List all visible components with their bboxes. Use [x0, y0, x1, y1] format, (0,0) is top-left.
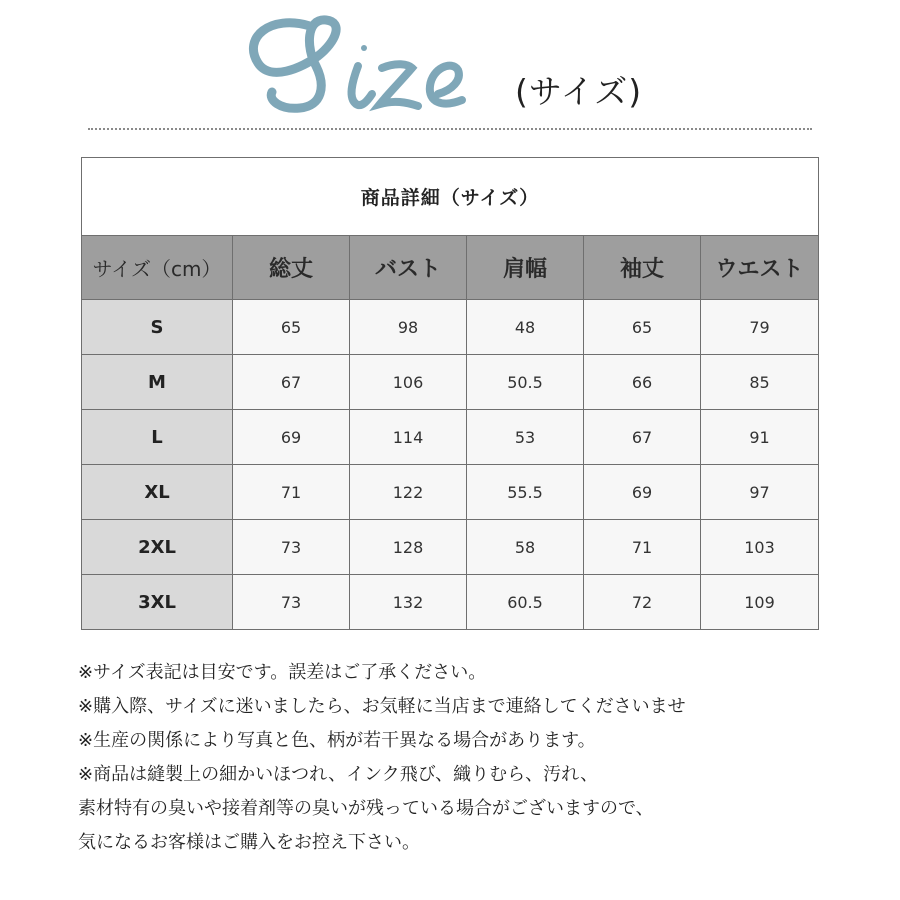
column-header-length: 総丈 — [233, 236, 350, 300]
table-cell: 128 — [350, 520, 467, 575]
table-cell: 114 — [350, 410, 467, 465]
column-header-waist: ウエスト — [701, 236, 819, 300]
table-cell: 72 — [584, 575, 701, 630]
table-cell: 55.5 — [467, 465, 584, 520]
table-cell: 67 — [233, 355, 350, 410]
row-label-size: L — [82, 410, 233, 465]
table-cell: 79 — [701, 300, 819, 355]
table-title: 商品詳細（サイズ） — [82, 158, 819, 236]
table-cell: 65 — [233, 300, 350, 355]
table-title-row — [82, 158, 819, 236]
table-cell: 103 — [701, 520, 819, 575]
column-header-bust: バスト — [350, 236, 467, 300]
table-cell: 106 — [350, 355, 467, 410]
table-cell: 109 — [701, 575, 819, 630]
table-cell: 73 — [233, 575, 350, 630]
note-line: 素材特有の臭いや接着剤等の臭いが残っている場合がございますので、 — [78, 798, 654, 819]
table-row — [82, 520, 819, 575]
table-cell: 97 — [701, 465, 819, 520]
table-cell: 65 — [584, 300, 701, 355]
table-cell: 48 — [467, 300, 584, 355]
table-cell: 132 — [350, 575, 467, 630]
table-cell: 69 — [584, 465, 701, 520]
table-cell: 60.5 — [467, 575, 584, 630]
table-cell: 69 — [233, 410, 350, 465]
note-line: ※購入際、サイズに迷いましたら、お気軽に当店まで連絡してくださいませ — [78, 696, 686, 717]
row-label-size: XL — [82, 465, 233, 520]
page-header — [0, 0, 900, 140]
row-label-size: S — [82, 300, 233, 355]
note-line: ※サイズ表記は目安です。誤差はご了承ください。 — [78, 662, 487, 683]
table-row — [82, 465, 819, 520]
notes-section — [78, 656, 878, 860]
table-row — [82, 355, 819, 410]
size-table — [81, 157, 819, 630]
table-cell: 85 — [701, 355, 819, 410]
table-cell: 73 — [233, 520, 350, 575]
table-cell: 98 — [350, 300, 467, 355]
dotted-divider — [88, 128, 812, 130]
note-line: 気になるお客様はご購入をお控え下さい。 — [78, 832, 420, 853]
table-row — [82, 575, 819, 630]
table-cell: 91 — [701, 410, 819, 465]
column-header-size: サイズ（cm） — [82, 236, 233, 300]
table-row — [82, 410, 819, 465]
column-header-shoulder: 肩幅 — [467, 236, 584, 300]
size-logo — [240, 8, 530, 120]
row-label-size: 2XL — [82, 520, 233, 575]
table-cell: 66 — [584, 355, 701, 410]
size-subtitle: (サイズ) — [515, 72, 643, 111]
table-cell: 71 — [233, 465, 350, 520]
table-cell: 71 — [584, 520, 701, 575]
table-cell: 50.5 — [467, 355, 584, 410]
table-header-row — [82, 236, 819, 300]
table-cell: 67 — [584, 410, 701, 465]
table-cell: 53 — [467, 410, 584, 465]
table-cell: 58 — [467, 520, 584, 575]
table-row — [82, 300, 819, 355]
table-cell: 122 — [350, 465, 467, 520]
row-label-size: M — [82, 355, 233, 410]
note-line: ※商品は縫製上の細かいほつれ、インク飛び、織りむら、汚れ、 — [78, 764, 599, 785]
column-header-sleeve: 袖丈 — [584, 236, 701, 300]
size-logo-text: Size — [240, 8, 243, 9]
row-label-size: 3XL — [82, 575, 233, 630]
note-line: ※生産の関係により写真と色、柄が若干異なる場合があります。 — [78, 730, 596, 751]
